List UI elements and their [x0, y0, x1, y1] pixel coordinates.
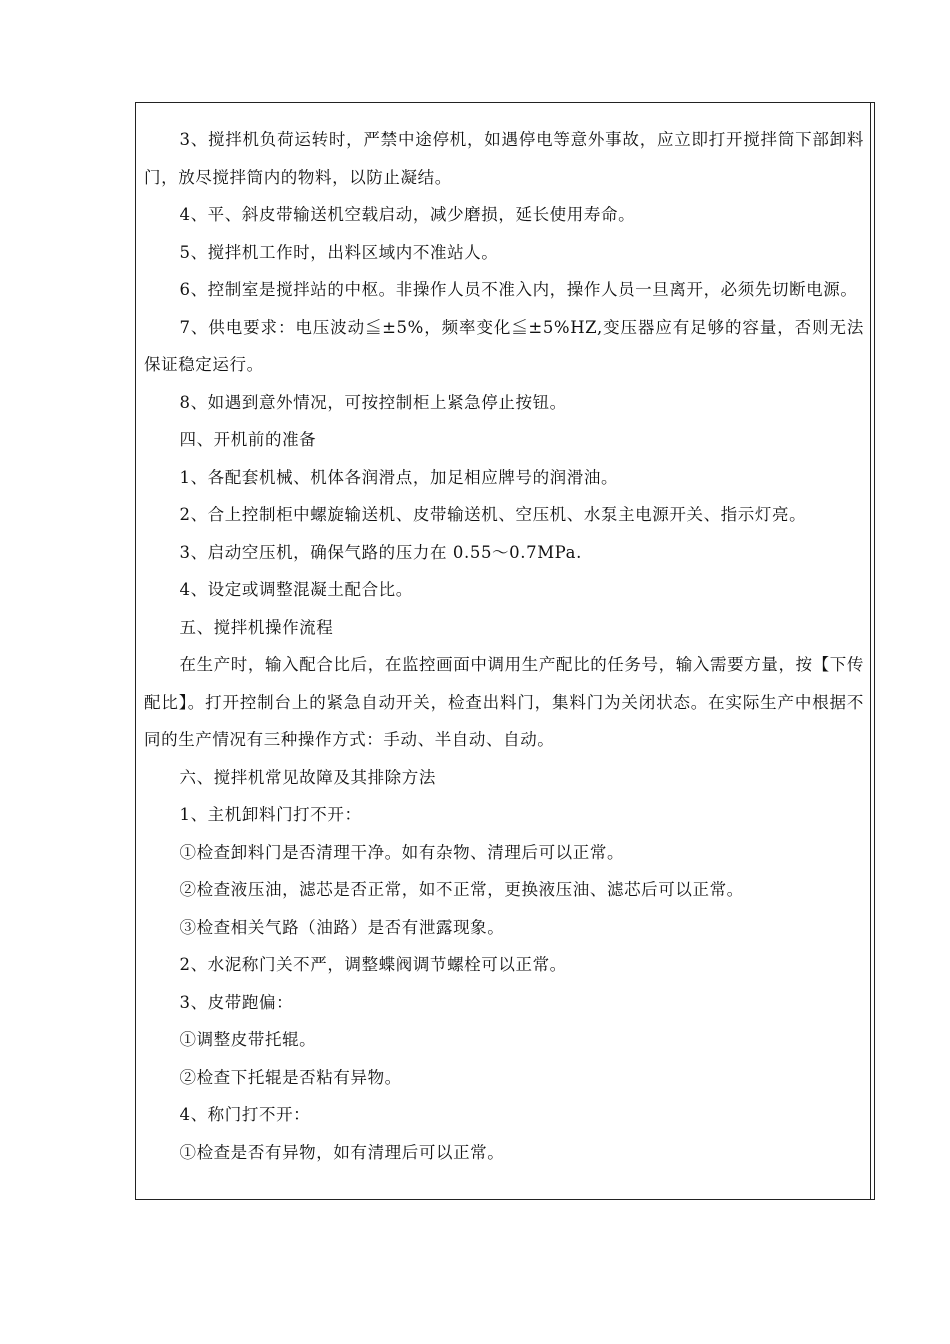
paragraph: 4、称门打不开： [179, 1105, 311, 1124]
paragraph: ②检查液压油，滤芯是否正常，如不正常，更换液压油、滤芯后可以正常。 [179, 880, 744, 899]
paragraph: 3、皮带跑偏： [179, 992, 294, 1012]
section-heading: 五、搅拌机操作流程 [179, 617, 334, 637]
paragraph: 在生产时，输入配合比后，在监控画面中调用生产配比的任务号，输入需要方量，按【下传配比】。打开控制台上的紧急自动开关，检查出料门，集料门为关闭状态。在实际生产中根据不同的生产情况有三种操作方式：手动、半自动、自动。 [144, 655, 864, 749]
table-right-border-line [870, 103, 871, 1199]
paragraph: 3、搅拌机负荷运转时，严禁中途停机，如遇停电等意外事故，应立即打开搅拌筒下部卸料门，放尽搅拌筒内的物料，以防止凝结。 [144, 130, 864, 187]
paragraph: ③检查相关气路（油路）是否有泄露现象。 [179, 917, 505, 937]
paragraph: ②检查下托辊是否粘有异物。 [179, 1067, 402, 1087]
paragraph: ①检查是否有异物，如有清理后可以正常。 [179, 1142, 505, 1162]
paragraph: 6、控制室是搅拌站的中枢。非操作人员不准入内，操作人员一旦离开，必须先切断电源。 [179, 280, 858, 299]
paragraph: 1、主机卸料门打不开： [179, 805, 362, 824]
paragraph: 3、启动空压机，确保气路的压力在 0.55～0.7MPa. [179, 542, 582, 562]
paragraph: ①调整皮带托辊。 [179, 1030, 317, 1049]
paragraph: 4、平、斜皮带输送机空载启动，减少磨损，延长使用寿命。 [179, 205, 636, 224]
document-body [144, 121, 864, 1171]
section-heading: 六、搅拌机常见故障及其排除方法 [179, 767, 436, 787]
paragraph: 2、水泥称门关不严，调整蝶阀调节螺栓可以正常。 [179, 955, 567, 974]
paragraph: 2、合上控制柜中螺旋输送机、皮带输送机、空压机、水泵主电源开关、指示灯亮。 [179, 505, 807, 524]
paragraph: 4、设定或调整混凝土配合比。 [179, 580, 413, 599]
paragraph: 5、搅拌机工作时，出料区域内不准站人。 [179, 242, 499, 262]
paragraph: 8、如遇到意外情况，可按控制柜上紧急停止按钮。 [179, 392, 567, 412]
paragraph: 1、各配套机械、机体各润滑点，加足相应牌号的润滑油。 [179, 467, 619, 487]
paragraph: 7、供电要求：电压波动≦±5%，频率变化≦±5%HZ,变压器应有足够的容量，否则无法保证稳定运行。 [144, 317, 864, 374]
section-heading: 四、开机前的准备 [179, 430, 317, 449]
document-table-frame [135, 102, 875, 1200]
paragraph: ①检查卸料门是否清理干净。如有杂物、清理后可以正常。 [179, 842, 625, 862]
